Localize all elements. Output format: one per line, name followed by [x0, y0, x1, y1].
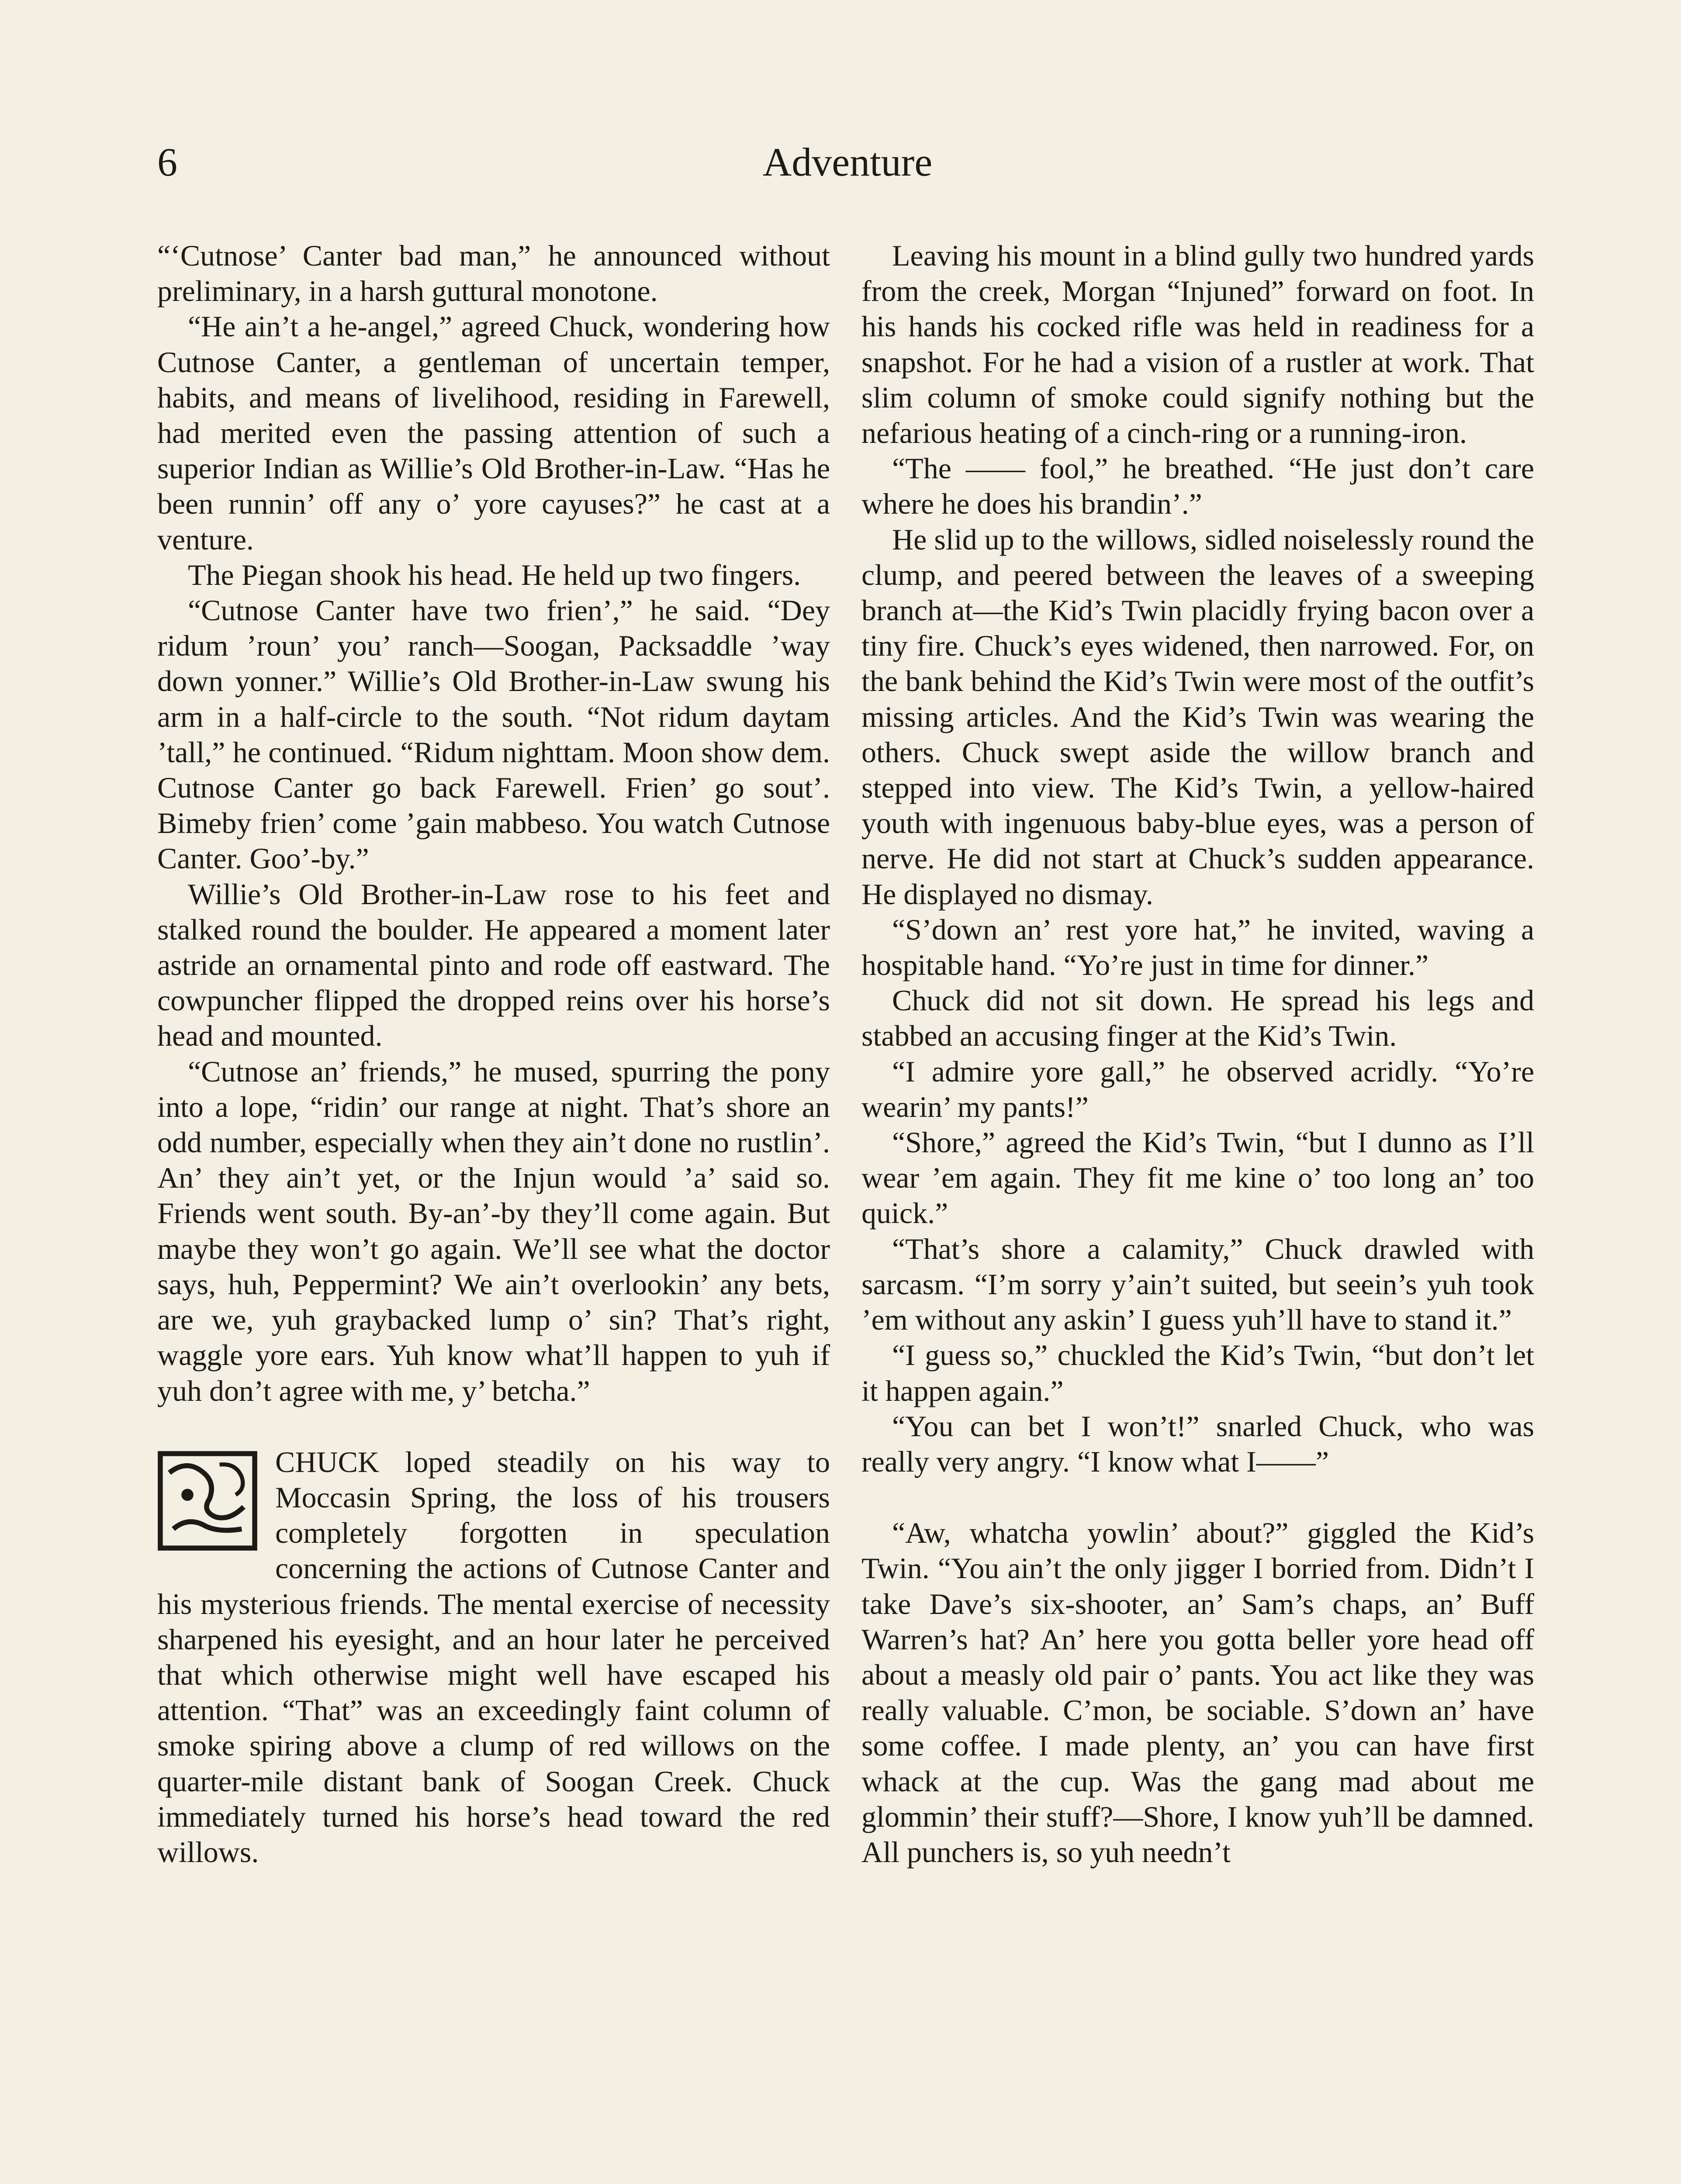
section-start: [157, 1444, 830, 1870]
paragraph: Chuck did not sit down. He spread his legs and stabbed an accusing finger at the Kid’s Twin.: [861, 984, 1534, 1053]
paragraph: “He ain’t a he-angel,” agreed Chuck, wondering how Cutnose Canter, a gentleman of uncertain temper, habits, and means of livelihood, residing in Farewell, had merited even the passing attention of such a superior Indian as Willie’s Old Brother-in-Law. “Has he been runnin’ off any o’ yore cayuses?” he cast at a venture.: [157, 310, 830, 556]
page-number: 6: [157, 140, 177, 184]
paragraph: “I admire yore gall,” he observed acridly. “Yo’re wearin’ my pants!”: [861, 1054, 1534, 1123]
paragraph: He slid up to the willows, sidled noiselessly round the clump, and peered between the leaves of a sweeping branch at—the Kid’s Twin placidly frying bacon over a tiny fire. Chuck’s eyes widened, then narrowed. For, on the bank behind the Kid’s Twin were most of the outfit’s missing articles. And the Kid’s Twin was wearing the others. Chuck swept aside the willow branch and stepped into view. The Kid’s Twin, a yellow-haired youth with ingenuous baby-blue eyes, was a person of nerve. He did not start at Chuck’s sudden appearance. He displayed no dismay.: [861, 522, 1534, 911]
paragraph: Leaving his mount in a blind gully two hundred yards from the creek, Morgan “Injuned” forward on foot. In his hands his cocked rifle was held in readiness for a snapshot. For he had a vision of a rustler at work. That slim column of smoke could signify nothing but the nefarious heating of a cinch-ring or a running-iron.: [861, 239, 1534, 450]
paragraph: “‘Cutnose’ Canter bad man,” he announced without preliminary, in a harsh guttural monotone.: [157, 239, 830, 308]
section-text: loped steadily on his way to Moccasin Spring, the loss of his trousers completely forgotten in speculation concerning the actions of Cutnose Canter and his mysterious friends. The mental exercise of necessity sharpened his eyesight, and an hour later he perceived that which otherwise might well have escaped his attention. “That” was an exceedingly faint column of smoke spiring above a clump of red willows on the quarter-mile distant bank of Soogan Creek. Chuck immediately turned his horse’s head toward the red willows.: [157, 1445, 830, 1869]
page-header: [157, 139, 1538, 213]
paragraph: “Cutnose Canter have two frien’,” he said. “Dey ridum ’roun’ you’ ranch—Soogan, Packsaddle ’way down yonner.” Willie’s Old Brother-in-Law swung his arm in a half-circle to the south. “Not ridum daytam ’tall,” he continued. “Ridum nighttam. Moon show dem. Cutnose Canter go back Farewell. Frien’ go sout’. Bimeby frien’ come ’gain mabbeso. You watch Cutnose Canter. Goo’-by.”: [157, 594, 830, 875]
paragraph: “You can bet I won’t!” snarled Chuck, who was really very angry. “I know what I——”: [861, 1409, 1534, 1478]
paragraph: “Cutnose an’ friends,” he mused, spurring the pony into a lope, “ridin’ our range at night. That’s shore an odd number, especially when they ain’t done no rustlin’. An’ they ain’t yet, or the Injun would ’a’ said so. Friends went south. By-an’-by they’ll come again. But maybe they won’t go again. We’ll see what the doctor says, huh, Peppermint? We ain’t overlookin’ any bets, are we, yuh graybacked lump o’ sin? That’s right, waggle yore ears. Yuh know what’ll happen to yuh if yuh don’t agree with me, y’ betcha.”: [157, 1054, 830, 1407]
paragraph: “I guess so,” chuckled the Kid’s Twin, “but don’t let it happen again.”: [861, 1338, 1534, 1407]
section-paragraph: [157, 1444, 830, 1870]
left-column: [157, 238, 830, 1870]
paragraph: “Shore,” agreed the Kid’s Twin, “but I dunno as I’ll wear ’em again. They fit me kine o’ too long an’ too quick.”: [861, 1126, 1534, 1230]
paragraph: “S’down an’ rest yore hat,” he invited, waving a hospitable hand. “Yo’re just in time for dinner.”: [861, 912, 1534, 982]
right-column: [861, 238, 1534, 1870]
paragraph: “Aw, whatcha yowlin’ about?” giggled the Kid’s Twin. “You ain’t the only jigger I borried from. Didn’t I take Dave’s six-shooter, an’ Sam’s chaps, an’ Buff Warren’s hat? An’ here you gotta beller yore head off about a measly old pair o’ pants. You act like they was really valuable. C’mon, be sociable. S’down an’ have some coffee. I made plenty, an’ you can have first whack at the cup. Was the gang mad about me glommin’ their stuff?—Shore, I know yuh’ll be damned. All punchers is, so yuh needn’t: [861, 1516, 1534, 1869]
dropcap-ornament-icon: [157, 1451, 258, 1551]
running-title: Adventure: [762, 140, 933, 184]
paragraph: The Piegan shook his head. He held up two fingers.: [188, 558, 801, 591]
drop-word: CHUCK: [275, 1445, 380, 1479]
paragraph: Willie’s Old Brother-in-Law rose to his feet and stalked round the boulder. He appeared a moment later astride an ornamental pinto and rode off eastward. The cowpuncher flipped the dropped reins over his horse’s head and mounted.: [157, 877, 830, 1053]
paragraph: “That’s shore a calamity,” Chuck drawled with sarcasm. “I’m sorry y’ain’t suited, but seein’s yuh took ’em without any askin’ I guess yuh’ll have to stand it.”: [861, 1232, 1534, 1337]
paragraph: “The —— fool,” he breathed. “He just don’t care where he does his brandin’.”: [861, 452, 1534, 521]
